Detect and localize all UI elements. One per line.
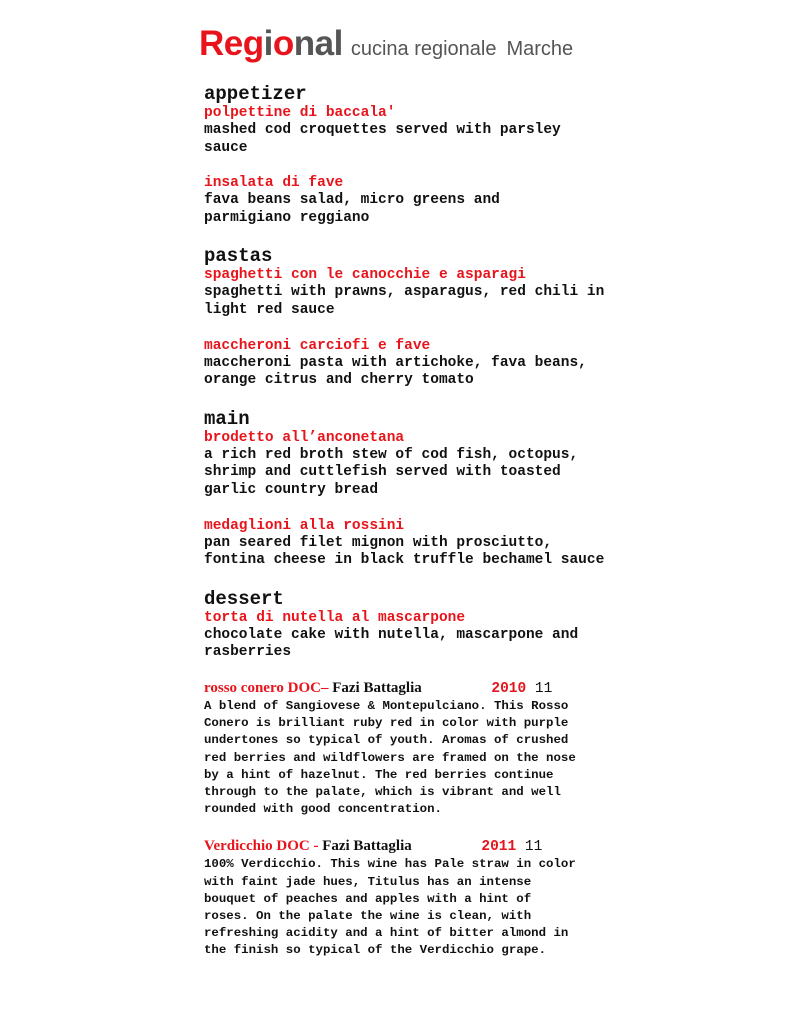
dish-name: polpettine di baccala' bbox=[204, 105, 396, 121]
dish-item bbox=[204, 430, 644, 500]
section-main bbox=[204, 408, 644, 570]
desc-line: rasberries bbox=[204, 644, 292, 661]
desc-line: fava beans salad, micro greens and bbox=[204, 192, 500, 209]
cuisine-subtitle: cucina regionale bbox=[350, 38, 497, 60]
section-title: appetizer bbox=[204, 83, 307, 105]
desc-line: pan seared filet mignon with prosciutto, bbox=[204, 534, 553, 551]
dish-name: torta di nutella al mascarpone bbox=[204, 609, 466, 626]
menu-body bbox=[204, 83, 644, 980]
dish-item bbox=[204, 105, 644, 157]
desc-line: parmigiano reggiano bbox=[204, 209, 370, 226]
desc-line: rounded with good concentration. bbox=[204, 802, 442, 817]
section-title: dessert bbox=[204, 587, 284, 610]
dish-item bbox=[204, 518, 644, 570]
desc-line: garlic country bread bbox=[204, 481, 379, 498]
desc-line: roses. On the palate the wine is clean, with bbox=[204, 908, 532, 923]
dish-description bbox=[204, 627, 644, 662]
wine-item bbox=[204, 838, 644, 959]
dish-item bbox=[204, 267, 644, 319]
section-appetizer bbox=[204, 83, 644, 227]
dish-name: brodetto all’anconetana bbox=[204, 429, 405, 446]
wine-description bbox=[204, 856, 644, 959]
wine-item bbox=[204, 680, 644, 818]
desc-line: through to the palate, which is vibrant and well bbox=[204, 784, 561, 799]
section-title: pastas bbox=[204, 245, 273, 268]
dish-description bbox=[204, 355, 644, 390]
dish-item bbox=[204, 338, 644, 390]
desc-line: bouquet of peaches and apples with a hint of bbox=[204, 891, 532, 906]
wine-heading bbox=[204, 680, 644, 698]
desc-line: undertones so typical of youth. Aromas of crushed bbox=[204, 733, 569, 748]
desc-line: spaghetti with prawns, asparagus, red chili in bbox=[204, 284, 605, 301]
desc-line: fontina cheese in black truffle bechamel sauce bbox=[204, 552, 605, 569]
dish-description bbox=[204, 192, 644, 227]
wine-price: 11 bbox=[516, 839, 543, 856]
desc-line: shrimp and cuttlefish served with toasted bbox=[204, 464, 561, 481]
dish-name: insalata di fave bbox=[204, 175, 344, 192]
wine-vintage: 2010 bbox=[491, 680, 527, 697]
region-label: Marche bbox=[506, 38, 574, 60]
section-title: main bbox=[204, 407, 250, 430]
desc-line: mashed cod croquettes served with parsley bbox=[204, 122, 561, 138]
desc-line: 100% Verdicchio. This wine has Pale straw in color bbox=[204, 857, 576, 872]
wine-name: rosso conero DOC– bbox=[204, 679, 329, 696]
dish-name: medaglioni alla rossini bbox=[204, 517, 405, 534]
restaurant-logo: Regional bbox=[199, 24, 343, 63]
dish-description bbox=[204, 447, 644, 500]
dish-name: spaghetti con le canocchie e asparagi bbox=[204, 267, 526, 284]
desc-line: by a hint of hazelnut. The red berries continue bbox=[204, 767, 554, 782]
menu-header bbox=[199, 24, 573, 64]
dish-description bbox=[204, 122, 644, 157]
desc-line: refreshing acidity and a hint of bitter almond in bbox=[204, 926, 569, 941]
desc-line: Conero is brilliant ruby red in color with purple bbox=[204, 716, 569, 731]
desc-line: maccheroni pasta with artichoke, fava beans, bbox=[204, 354, 587, 371]
dish-description bbox=[204, 284, 644, 319]
wine-heading bbox=[204, 838, 644, 856]
desc-line: red berries and wildflowers are framed on the nose bbox=[204, 750, 576, 765]
wine-description bbox=[204, 698, 644, 818]
desc-line: chocolate cake with nutella, mascarpone and bbox=[204, 626, 579, 643]
desc-line: the finish so typical of the Verdicchio grape. bbox=[204, 943, 547, 958]
desc-line: sauce bbox=[204, 139, 248, 156]
wine-producer: Fazi Battaglia bbox=[318, 838, 412, 855]
dish-item bbox=[204, 175, 644, 227]
wine-vintage: 2011 bbox=[481, 839, 517, 856]
desc-line: a rich red broth stew of cod fish, octopus, bbox=[204, 446, 579, 463]
desc-line: orange citrus and cherry tomato bbox=[204, 372, 474, 389]
desc-line: with faint jade hues, Titulus has an intense bbox=[204, 874, 532, 889]
dish-item bbox=[204, 610, 644, 662]
desc-line: light red sauce bbox=[204, 301, 335, 318]
dish-name: maccheroni carciofi e fave bbox=[204, 337, 431, 354]
wine-name: Verdicchio DOC - bbox=[204, 838, 319, 855]
section-dessert bbox=[204, 588, 644, 662]
wine-price: 11 bbox=[526, 680, 553, 697]
dish-description bbox=[204, 535, 644, 570]
desc-line: A blend of Sangiovese & Montepulciano. This Rosso bbox=[204, 698, 569, 713]
wine-producer: Fazi Battaglia bbox=[328, 679, 422, 696]
section-pastas bbox=[204, 245, 644, 389]
